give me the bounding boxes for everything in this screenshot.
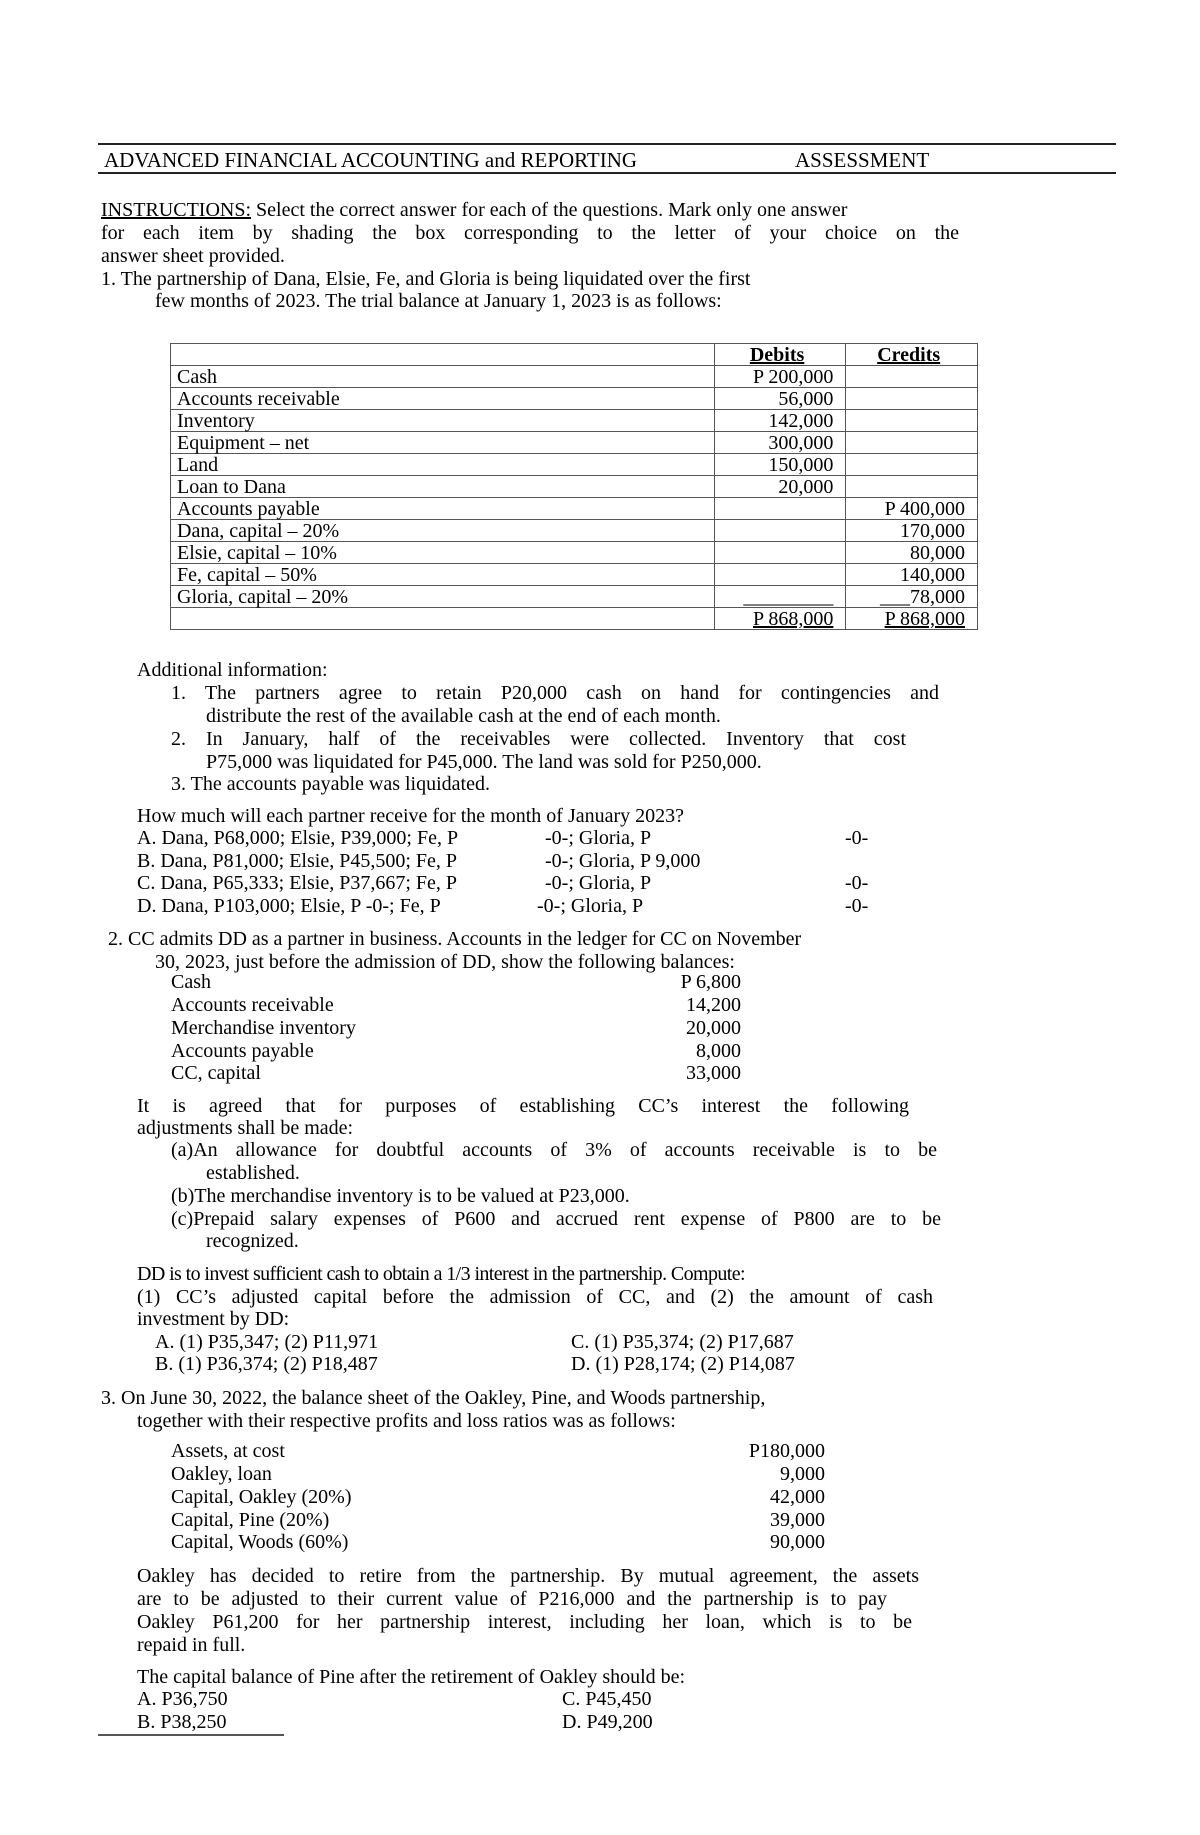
q1-choice-a-mid: -0-; Gloria, P xyxy=(545,827,652,849)
debit-amount: 56,000 xyxy=(714,388,846,410)
q3-retire-1: Oakley has decided to retire from the partnership. By mutual agreement, the assets xyxy=(137,1565,919,1587)
debit-amount: 150,000 xyxy=(714,454,846,476)
account-name: Inventory xyxy=(171,410,715,432)
credit-amount xyxy=(846,432,978,454)
trial-balance-table xyxy=(170,343,978,630)
q1-choice-c-right: -0- xyxy=(845,872,869,894)
q2-adjustment-a-2: established. xyxy=(206,1162,300,1184)
q2-agreed-2: adjustments shall be made: xyxy=(137,1117,354,1139)
q3-retire-2: are to be adjusted to their current value of P216,000 and the partnership is to pay xyxy=(137,1588,887,1610)
balance-label: Accounts receivable xyxy=(171,994,334,1016)
q2-intro-1: 2. CC admits DD as a partner in business. Accounts in the ledger for CC on November xyxy=(108,928,802,950)
balance-value: 42,000 xyxy=(770,1486,825,1508)
debit-amount xyxy=(714,498,846,520)
q1-additional-1b: distribute the rest of the available cash at the end of each month. xyxy=(206,705,721,727)
debit-total: P 868,000 xyxy=(714,608,846,630)
credit-amount: 140,000 xyxy=(846,564,978,586)
q1-additional-1a: 1. The partners agree to retain P20,000 cash on hand for contingencies and xyxy=(171,682,939,704)
account-name: Accounts receivable xyxy=(171,388,715,410)
balance-value: P 6,800 xyxy=(680,971,741,993)
table-row xyxy=(171,564,978,586)
q1-choice-d-left: D. Dana, P103,000; Elsie, P -0-; Fe, P xyxy=(137,895,441,917)
debits-header: Debits xyxy=(714,344,846,366)
credit-amount: P 400,000 xyxy=(846,498,978,520)
q2-compute-3: investment by DD: xyxy=(137,1308,290,1330)
account-name: Equipment – net xyxy=(171,432,715,454)
balance-value: 14,200 xyxy=(686,994,741,1016)
table-row xyxy=(171,410,978,432)
table-header-row xyxy=(171,344,978,366)
debit-amount xyxy=(714,542,846,564)
q1-additional-3: 3. The accounts payable was liquidated. xyxy=(171,773,490,795)
q1-choice-d-mid: -0-; Gloria, P xyxy=(537,895,644,917)
balance-value: 20,000 xyxy=(686,1017,741,1039)
instructions-text-1: Select the correct answer for each of the questions. Mark only one answer xyxy=(256,199,848,221)
header-bottom-rule xyxy=(98,172,1116,174)
balance-label: Capital, Oakley (20%) xyxy=(171,1486,352,1508)
q1-question: How much will each partner receive for the month of January 2023? xyxy=(137,805,685,827)
instructions-line-3: answer sheet provided. xyxy=(101,245,285,267)
debit-amount: 300,000 xyxy=(714,432,846,454)
q3-intro-2: together with their respective profits and loss ratios was as follows: xyxy=(137,1410,676,1432)
instructions-label: INSTRUCTIONS: xyxy=(101,199,252,221)
balance-label: CC, capital xyxy=(171,1062,261,1084)
q2-intro-2: 30, 2023, just before the admission of DD, show the following balances: xyxy=(155,951,735,973)
q1-choice-b-mid: -0-; Gloria, P 9,000 xyxy=(545,850,701,872)
account-name: Fe, capital – 50% xyxy=(171,564,715,586)
q2-agreed-1: It is agreed that for purposes of establishing CC’s interest the following xyxy=(137,1095,909,1117)
credit-amount xyxy=(846,388,978,410)
balance-label: Assets, at cost xyxy=(171,1440,285,1462)
balance-label: Merchandise inventory xyxy=(171,1017,356,1039)
assessment-label: ASSESSMENT xyxy=(795,148,930,172)
balance-label: Accounts payable xyxy=(171,1040,314,1062)
account-header-cell xyxy=(171,344,715,366)
q2-choice-d[interactable]: D. (1) P28,174; (2) P14,087 xyxy=(571,1353,795,1375)
q1-choice-c-left: C. Dana, P65,333; Elsie, P37,667; Fe, P xyxy=(137,872,458,894)
q3-retire-3: Oakley P61,200 for her partnership interest, including her loan, which is to be xyxy=(137,1611,912,1633)
q1-choice-a-left: A. Dana, P68,000; Elsie, P39,000; Fe, P xyxy=(137,827,459,849)
q1-choice-c-mid: -0-; Gloria, P xyxy=(545,872,652,894)
q3-choice-a[interactable]: A. P36,750 xyxy=(137,1688,228,1710)
balance-label: Capital, Woods (60%) xyxy=(171,1531,349,1553)
course-title: ADVANCED FINANCIAL ACCOUNTING and REPORTING xyxy=(104,148,638,172)
q3-intro-1: 3. On June 30, 2022, the balance sheet of the Oakley, Pine, and Woods partnership, xyxy=(101,1387,766,1409)
q2-adjustment-c-1: (c)Prepaid salary expenses of P600 and accrued rent expense of P800 are to be xyxy=(171,1208,941,1230)
table-row xyxy=(171,520,978,542)
table-row xyxy=(171,388,978,410)
q2-adjustment-c-2: recognized. xyxy=(206,1230,299,1252)
balance-value: 90,000 xyxy=(770,1531,825,1553)
q2-compute-1: DD is to invest sufficient cash to obtain a 1/3 interest in the partnership. Compute: xyxy=(137,1263,745,1285)
balance-label: Cash xyxy=(171,971,211,993)
credit-amount xyxy=(846,410,978,432)
table-row xyxy=(171,542,978,564)
credit-amount: ___78,000 xyxy=(846,586,978,608)
q2-compute-2: (1) CC’s adjusted capital before the admission of CC, and (2) the amount of cash xyxy=(137,1286,933,1308)
q1-choice-b-left: B. Dana, P81,000; Elsie, P45,500; Fe, P xyxy=(137,850,458,872)
q3-choice-d[interactable]: D. P49,200 xyxy=(562,1711,653,1733)
table-row xyxy=(171,366,978,388)
account-name: Loan to Dana xyxy=(171,476,715,498)
debit-amount xyxy=(714,564,846,586)
account-name: Cash xyxy=(171,366,715,388)
balance-label: Oakley, loan xyxy=(171,1463,272,1485)
q1-intro-2: few months of 2023. The trial balance at January 1, 2023 is as follows: xyxy=(155,290,722,312)
table-row xyxy=(171,586,978,608)
q2-adjustment-a-1: (a)An allowance for doubtful accounts of 3% of accounts receivable is to be xyxy=(171,1139,937,1161)
table-row xyxy=(171,454,978,476)
table-row xyxy=(171,498,978,520)
balance-label: Capital, Pine (20%) xyxy=(171,1509,330,1531)
q3-question: The capital balance of Pine after the retirement of Oakley should be: xyxy=(137,1666,686,1688)
q1-additional-2a: 2. In January, half of the receivables were collected. Inventory that cost xyxy=(171,728,906,750)
q1-intro-1: 1. The partnership of Dana, Elsie, Fe, and Gloria is being liquidated over the first xyxy=(101,268,751,290)
account-name: Accounts payable xyxy=(171,498,715,520)
credit-amount: 80,000 xyxy=(846,542,978,564)
table-row xyxy=(171,432,978,454)
q2-choice-b[interactable]: B. (1) P36,374; (2) P18,487 xyxy=(155,1353,378,1375)
balance-value: P180,000 xyxy=(748,1440,825,1462)
footer-rule xyxy=(98,1734,284,1736)
balance-value: 9,000 xyxy=(780,1463,825,1485)
q1-additional-label: Additional information: xyxy=(137,659,328,681)
balance-value: 33,000 xyxy=(686,1062,741,1084)
credit-amount xyxy=(846,366,978,388)
credit-total: P 868,000 xyxy=(846,608,978,630)
credit-amount xyxy=(846,454,978,476)
debit-amount: P 200,000 xyxy=(714,366,846,388)
credits-header: Credits xyxy=(846,344,978,366)
account-name xyxy=(171,608,715,630)
debit-amount xyxy=(714,520,846,542)
debit-amount: _________ xyxy=(714,586,846,608)
account-name: Gloria, capital – 20% xyxy=(171,586,715,608)
total-row xyxy=(171,608,978,630)
debit-amount: 20,000 xyxy=(714,476,846,498)
instructions-line-1 xyxy=(101,198,847,222)
q2-choice-a[interactable]: A. (1) P35,347; (2) P11,971 xyxy=(155,1331,379,1353)
debit-amount: 142,000 xyxy=(714,410,846,432)
balance-value: 39,000 xyxy=(770,1509,825,1531)
account-name: Elsie, capital – 10% xyxy=(171,542,715,564)
q1-choice-a-right: -0- xyxy=(845,827,869,849)
q2-adjustment-b: (b)The merchandise inventory is to be valued at P23,000. xyxy=(171,1185,630,1207)
q2-choice-c[interactable]: C. (1) P35,374; (2) P17,687 xyxy=(571,1331,794,1353)
q3-choice-c[interactable]: C. P45,450 xyxy=(562,1688,652,1710)
q3-retire-4: repaid in full. xyxy=(137,1634,246,1656)
credit-amount xyxy=(846,476,978,498)
q3-choice-b[interactable]: B. P38,250 xyxy=(137,1711,227,1733)
q1-additional-2b: P75,000 was liquidated for P45,000. The land was sold for P250,000. xyxy=(206,751,762,773)
credit-amount: 170,000 xyxy=(846,520,978,542)
table-row xyxy=(171,476,978,498)
account-name: Dana, capital – 20% xyxy=(171,520,715,542)
q1-choice-d-right: -0- xyxy=(845,895,869,917)
instructions-line-2: for each item by shading the box corresponding to the letter of your choice on the xyxy=(101,222,959,244)
balance-value: 8,000 xyxy=(696,1040,741,1062)
account-name: Land xyxy=(171,454,715,476)
